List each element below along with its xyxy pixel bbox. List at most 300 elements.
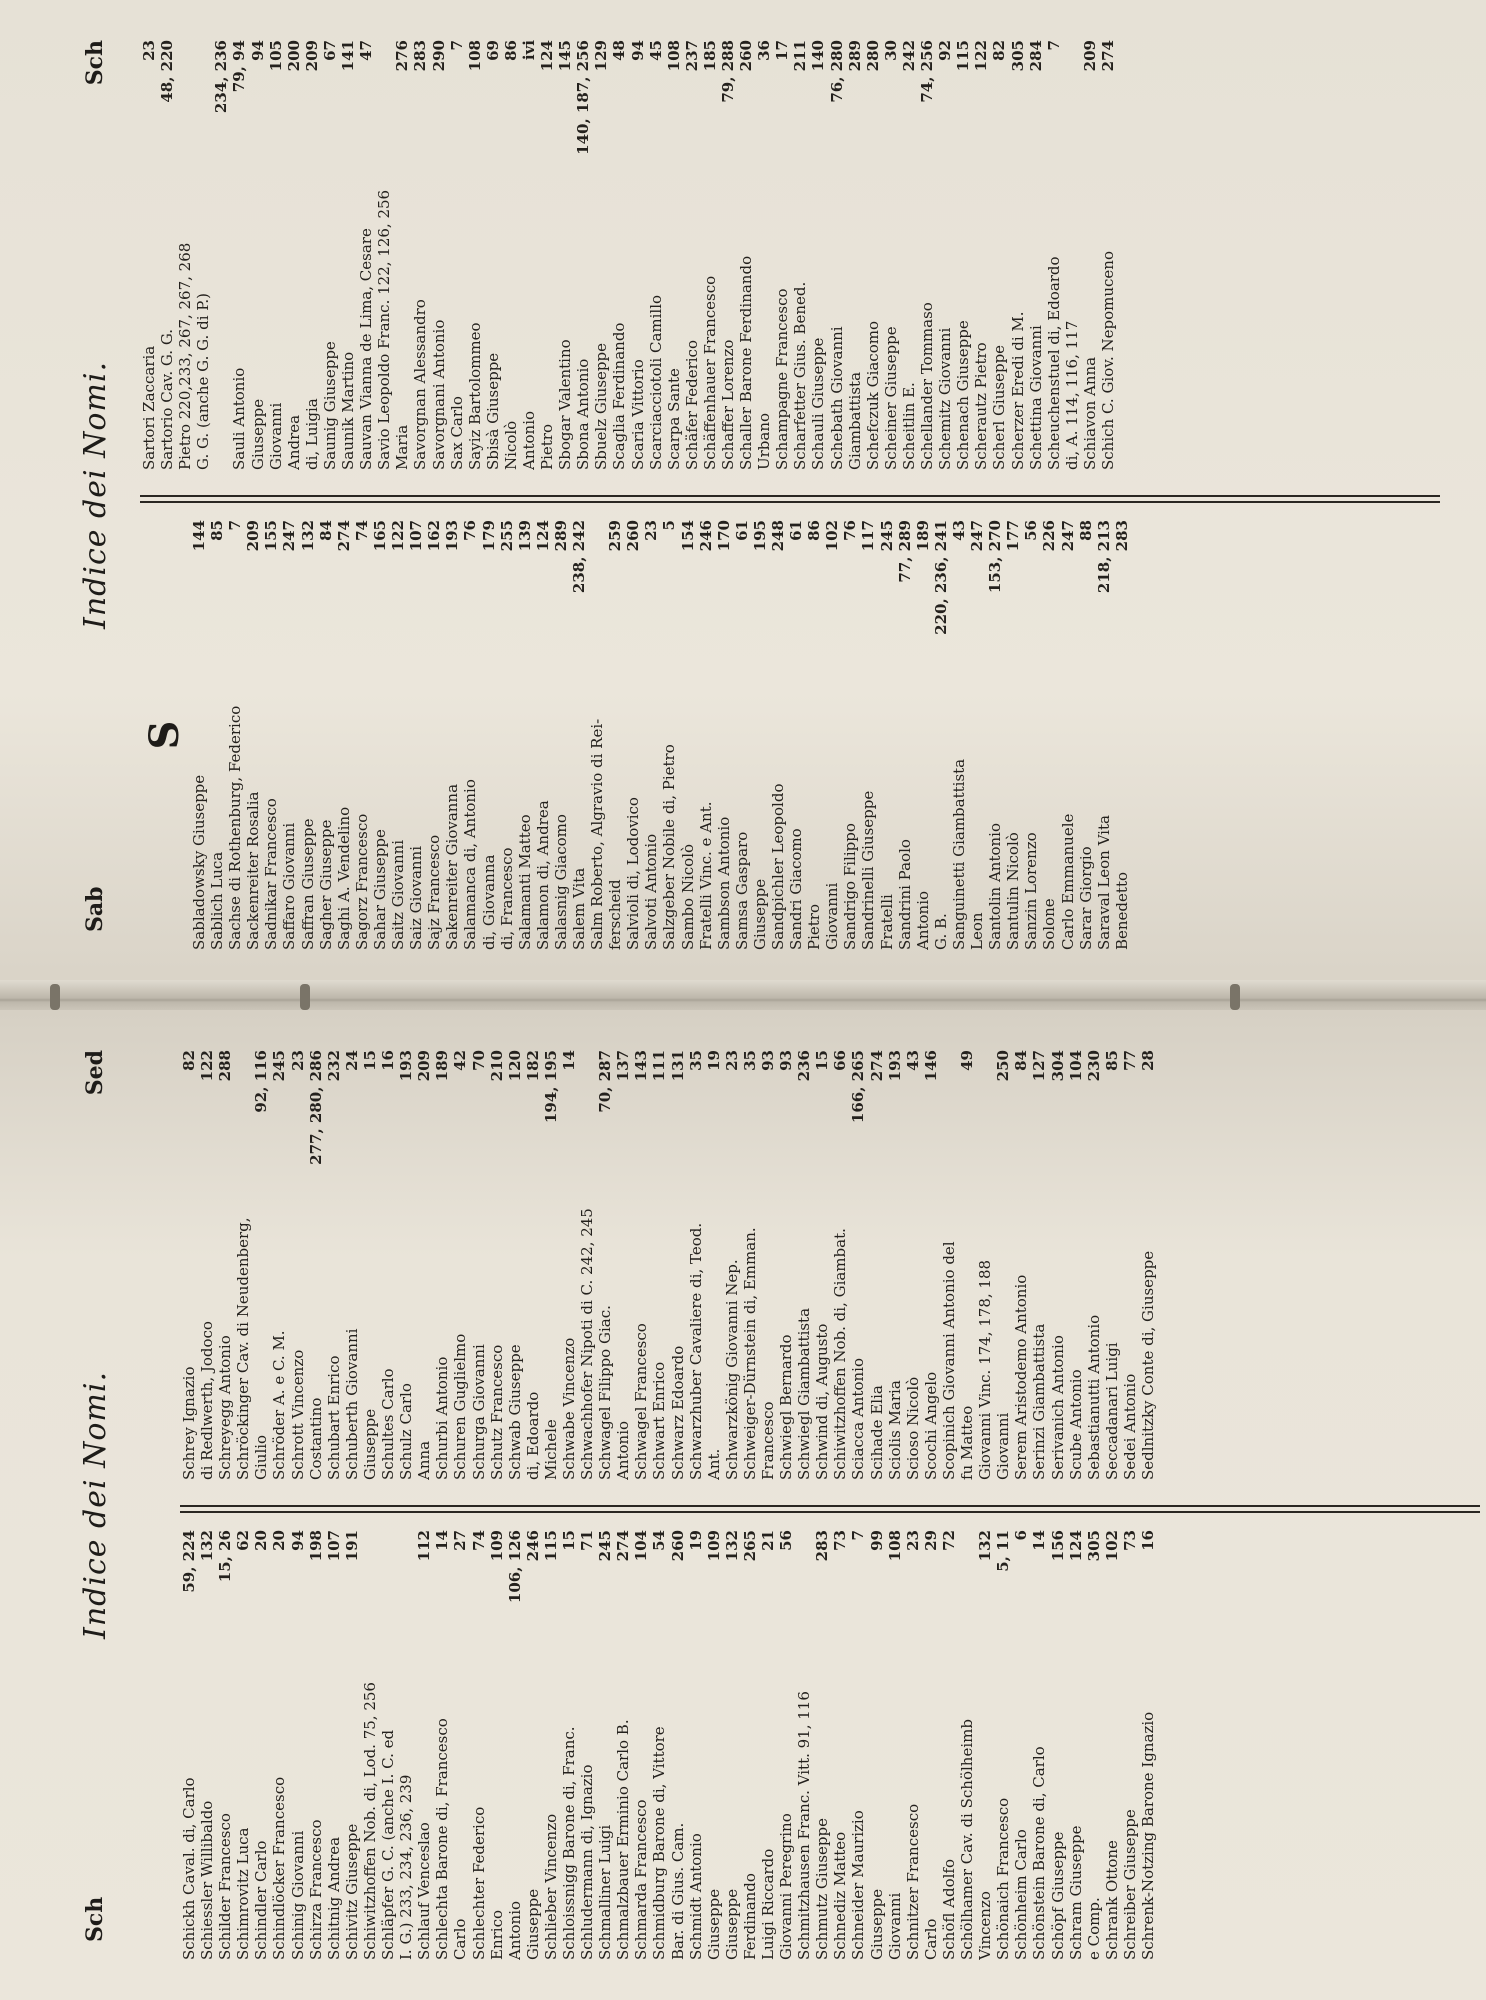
entry-pages: 35 bbox=[740, 1050, 759, 1071]
index-entry bbox=[878, 520, 896, 950]
index-entry bbox=[886, 1530, 904, 1960]
entry-name: Scherl Giuseppe bbox=[990, 344, 1009, 470]
entry-name: Salzgeber Nobile di, Pietro bbox=[660, 744, 679, 950]
index-entry bbox=[216, 1530, 234, 1960]
index-entry bbox=[335, 520, 353, 950]
index-entry bbox=[325, 1530, 343, 1960]
entry-pages: 237 bbox=[682, 40, 701, 72]
index-entry bbox=[379, 1530, 397, 1960]
entry-pages: 93 bbox=[777, 1050, 796, 1071]
entry-pages: 70 bbox=[469, 1050, 488, 1071]
entry-name: Sanguinetti Giambattista bbox=[949, 758, 968, 950]
entry-pages: 124 bbox=[533, 520, 552, 552]
entry-name: Sartori Zaccaria bbox=[140, 345, 158, 470]
index-entry bbox=[737, 40, 755, 470]
entry-name: Sbona Antonio bbox=[574, 358, 593, 470]
running-head-title: Indice dei Nomi. bbox=[78, 1370, 113, 1640]
entry-name: Scheitlin E. bbox=[899, 382, 918, 470]
entry-pages: 274 bbox=[1098, 40, 1117, 72]
entry-name: Giuseppe bbox=[704, 1888, 723, 1960]
entry-pages: 238, 242 bbox=[569, 520, 588, 594]
running-head-left: Sch bbox=[82, 1896, 108, 1942]
running-head-left: Sab bbox=[82, 886, 108, 932]
entry-pages: 260 bbox=[737, 40, 756, 72]
index-entry bbox=[361, 1530, 379, 1960]
entry-pages: 109 bbox=[487, 1530, 506, 1562]
index-entry bbox=[451, 1050, 469, 1480]
entry-pages: 23 bbox=[288, 1050, 307, 1071]
index-entry bbox=[578, 1050, 596, 1480]
entry-name: di Redlwerth, Jodoco bbox=[198, 1321, 217, 1480]
index-entry bbox=[882, 40, 900, 470]
index-entry bbox=[777, 1050, 795, 1480]
entry-pages: 16 bbox=[379, 1050, 398, 1071]
entry-name: Giuseppe bbox=[248, 398, 267, 470]
entry-pages: 84 bbox=[316, 520, 335, 541]
entry-name: Giuseppe bbox=[523, 1888, 542, 1960]
entry-pages: 209 bbox=[244, 520, 263, 552]
index-entry bbox=[990, 40, 1008, 470]
index-entry bbox=[994, 1530, 1012, 1960]
entry-pages: 59, 224 bbox=[180, 1530, 198, 1593]
index-entry bbox=[556, 40, 574, 470]
entry-name: Schwiegl Bernardo bbox=[777, 1334, 796, 1480]
index-entry bbox=[669, 1530, 687, 1960]
index-entry bbox=[687, 1530, 705, 1960]
entry-name: Schlechta Barone di, Francesco bbox=[433, 1718, 452, 1960]
entry-name: Schmarda Francesco bbox=[632, 1799, 651, 1960]
entry-name: Vincenzo bbox=[976, 1891, 995, 1960]
entry-pages: 23 bbox=[722, 1050, 741, 1071]
entry-pages: 140 bbox=[809, 40, 828, 72]
entry-name: Carlo bbox=[921, 1918, 940, 1960]
entry-name: Schulz Carlo bbox=[397, 1383, 416, 1480]
entry-name: Schäffenhauer Francesco bbox=[700, 275, 719, 470]
index-entry bbox=[198, 1530, 216, 1960]
index-entry bbox=[1085, 1530, 1103, 1960]
entry-pages: 132 bbox=[722, 1530, 741, 1562]
entry-name: Scochi Angelo bbox=[921, 1371, 940, 1480]
entry-pages: 127 bbox=[1030, 1050, 1049, 1082]
entry-name: Savio Leopoldo Franc. 122, 126, 256 bbox=[375, 189, 394, 470]
entry-name: Schampagne Francesco bbox=[773, 288, 792, 470]
entry-pages: 305 bbox=[1008, 40, 1027, 72]
entry-pages: 234, 236 bbox=[212, 40, 231, 114]
index-entry bbox=[831, 1530, 849, 1960]
entry-pages: 42 bbox=[451, 1050, 470, 1071]
index-entry bbox=[303, 40, 321, 470]
entry-name: Schwab Giuseppe bbox=[505, 1344, 524, 1480]
entry-pages: 189 bbox=[913, 520, 932, 552]
entry-name: Schlieber Vincenzo bbox=[541, 1813, 560, 1960]
index-entry bbox=[244, 520, 262, 950]
running-head-right: Sed bbox=[82, 1050, 108, 1096]
entry-name: Schnitzer Francesco bbox=[903, 1803, 922, 1960]
entry-pages: 15 bbox=[360, 1050, 379, 1071]
entry-pages: 226 bbox=[1040, 520, 1059, 552]
index-entry bbox=[660, 520, 678, 950]
index-entry bbox=[285, 40, 303, 470]
index-entry bbox=[249, 40, 267, 470]
index-entry bbox=[741, 1530, 759, 1960]
entry-pages: 88 bbox=[1076, 520, 1095, 541]
entry-name: Schwabe Vincenzo bbox=[559, 1337, 578, 1480]
index-entry bbox=[868, 1530, 886, 1960]
entry-name: Scarpa Sante bbox=[664, 368, 683, 470]
entry-name: Giuseppe bbox=[867, 1888, 886, 1960]
entry-name: Saunig Giuseppe bbox=[320, 341, 339, 470]
stitch-mark bbox=[50, 984, 60, 1010]
entry-name: Pietro bbox=[538, 424, 557, 470]
entry-pages: 30 bbox=[881, 40, 900, 61]
entry-pages: 92, 116 bbox=[252, 1050, 271, 1113]
entry-pages: 69 bbox=[483, 40, 502, 61]
entry-name: Enrico bbox=[487, 1909, 506, 1960]
entry-name: Schöpf Giuseppe bbox=[1048, 1831, 1067, 1960]
entry-pages: 194, 195 bbox=[541, 1050, 560, 1124]
index-entry bbox=[190, 520, 208, 950]
index-entry bbox=[596, 1050, 614, 1480]
entry-pages: 67 bbox=[320, 40, 339, 61]
entry-name: Sayiz Bartolommeo bbox=[465, 322, 484, 470]
index-entry bbox=[1022, 520, 1040, 950]
entry-name: Sedei Antonio bbox=[1120, 1373, 1139, 1480]
entry-pages: 94 bbox=[628, 40, 647, 61]
entry-pages: 170 bbox=[714, 520, 733, 552]
index-entry bbox=[813, 1050, 831, 1480]
entry-name: Maria bbox=[393, 424, 412, 470]
index-entry bbox=[940, 1050, 958, 1480]
entry-pages: 73 bbox=[831, 1530, 850, 1551]
index-entry bbox=[1085, 1050, 1103, 1480]
entry-pages: 193 bbox=[443, 520, 462, 552]
entry-name: Sanzin Lorenzo bbox=[1022, 832, 1041, 950]
top-right-column bbox=[140, 40, 1117, 470]
entry-name: Scihade Elia bbox=[867, 1385, 886, 1480]
entry-name: Savorgnani Antonio bbox=[429, 319, 448, 470]
entry-name: Schellander Tommaso bbox=[918, 302, 937, 470]
index-entry bbox=[976, 1530, 994, 1960]
index-entry bbox=[1063, 40, 1081, 470]
entry-pages: 260 bbox=[668, 1530, 687, 1562]
entry-pages: 283 bbox=[1112, 520, 1131, 552]
entry-name: Schwarzhuber Cavaliere di, Teod. bbox=[686, 1222, 705, 1480]
entry-pages: 137 bbox=[614, 1050, 633, 1082]
entry-name: Schilder Francesco bbox=[216, 1813, 235, 1960]
index-entry bbox=[1067, 1050, 1085, 1480]
entry-name: Giovanni bbox=[823, 882, 842, 950]
index-entry bbox=[461, 520, 479, 950]
index-entry bbox=[270, 1530, 288, 1960]
entry-name: Carlo bbox=[451, 1918, 470, 1960]
entry-pages: 15 bbox=[559, 1530, 578, 1551]
index-entry bbox=[361, 1050, 379, 1480]
entry-pages: 94 bbox=[248, 40, 267, 61]
entry-name: Schläpfer G. C. (anche I. C. ed bbox=[379, 1729, 398, 1960]
entry-pages: 156 bbox=[1048, 1530, 1067, 1562]
entry-pages: 132 bbox=[298, 520, 317, 552]
entry-pages: 17 bbox=[773, 40, 792, 61]
entry-name: Antonio bbox=[519, 410, 538, 470]
entry-pages: 143 bbox=[632, 1050, 651, 1082]
index-entry bbox=[592, 40, 610, 470]
index-entry bbox=[212, 40, 230, 470]
entry-name: Benedetto bbox=[1112, 871, 1131, 950]
index-entry bbox=[805, 520, 823, 950]
entry-pages: 49 bbox=[958, 1050, 977, 1071]
entry-name: Scharfetter Gius. Bened. bbox=[791, 281, 810, 470]
entry-name: Giambattista bbox=[845, 371, 864, 470]
entry-name: Ant. bbox=[704, 1448, 723, 1480]
entry-name: Salasnig Giacomo bbox=[551, 814, 570, 950]
entry-name: Schloissnigg Barone di, Franc. bbox=[559, 1726, 578, 1960]
index-entry bbox=[488, 1050, 506, 1480]
index-entry bbox=[389, 520, 407, 950]
entry-pages: 162 bbox=[425, 520, 444, 552]
entry-pages: ivi bbox=[519, 40, 538, 61]
index-entry bbox=[506, 1530, 524, 1960]
index-entry bbox=[194, 40, 212, 470]
entry-pages: 82 bbox=[990, 40, 1009, 61]
index-entry bbox=[610, 40, 628, 470]
index-entry bbox=[234, 1530, 252, 1960]
entry-name: Sakenreiter Giovanna bbox=[443, 783, 462, 950]
entry-name: Schmitzhausen Franc. Vitt. 91, 116 bbox=[795, 1691, 814, 1960]
entry-name: Saiz Giovanni bbox=[407, 845, 426, 950]
index-entry bbox=[552, 520, 570, 950]
index-entry bbox=[614, 1050, 632, 1480]
entry-name: Sartorio Cav. G. G. bbox=[158, 328, 177, 470]
entry-name: Schwind di, Augusto bbox=[813, 1323, 832, 1480]
entry-pages: 104 bbox=[632, 1530, 651, 1562]
entry-name: Schölhamer Cav. di Schölheimb bbox=[958, 1719, 977, 1960]
entry-name: Schich C. Giov. Nepomuceno bbox=[1098, 251, 1117, 470]
index-entry bbox=[1095, 520, 1113, 950]
entry-name: Saghi A. Vendelino bbox=[334, 806, 353, 950]
index-entry bbox=[433, 1530, 451, 1960]
entry-pages: 77, 289 bbox=[895, 520, 914, 583]
top-page-header bbox=[60, 0, 130, 990]
entry-name: fu Matteo bbox=[958, 1405, 977, 1480]
entry-name: Schmidt Antonio bbox=[686, 1833, 705, 1960]
index-entry bbox=[542, 1530, 560, 1960]
entry-pages: 140, 187, 256 bbox=[574, 40, 593, 155]
entry-name: Schebath Giovanni bbox=[827, 326, 846, 470]
entry-name: Sauli Antonio bbox=[230, 367, 249, 470]
index-entry bbox=[950, 520, 968, 950]
entry-pages: 74 bbox=[469, 1530, 488, 1551]
entry-pages: 82 bbox=[180, 1050, 198, 1071]
index-entry bbox=[705, 1530, 723, 1960]
index-entry bbox=[759, 1530, 777, 1960]
entry-pages: 179 bbox=[479, 520, 498, 552]
entry-name: Antonio bbox=[614, 1420, 633, 1480]
entry-pages: 111 bbox=[650, 1050, 669, 1082]
entry-name: Sambson Antonio bbox=[714, 816, 733, 950]
entry-name: Sambo Nicolò bbox=[678, 843, 697, 950]
entry-name: Schivitz Giuseppe bbox=[342, 1823, 361, 1960]
entry-name: Santulin Nicolò bbox=[1004, 832, 1023, 950]
entry-name: Schickh Caval. di, Carlo bbox=[180, 1777, 198, 1960]
entry-name: Schefczuk Giacomo bbox=[863, 321, 882, 470]
index-entry bbox=[624, 520, 642, 950]
index-entry bbox=[697, 520, 715, 950]
entry-pages: 5, 11 bbox=[994, 1530, 1013, 1572]
entry-name: Salvoti Antonio bbox=[642, 833, 661, 950]
index-entry bbox=[443, 520, 461, 950]
entry-pages: 62 bbox=[234, 1530, 253, 1551]
entry-pages: 27 bbox=[451, 1530, 470, 1551]
column-divider bbox=[180, 1505, 1480, 1513]
entry-name: Antonio bbox=[505, 1900, 524, 1960]
index-entry bbox=[683, 40, 701, 470]
index-entry bbox=[932, 520, 950, 950]
index-entry bbox=[632, 1530, 650, 1960]
index-entry bbox=[1121, 1050, 1139, 1480]
entry-pages: 24 bbox=[342, 1050, 361, 1071]
entry-name: Schindler Carlo bbox=[252, 1840, 271, 1960]
entry-pages: 166, 265 bbox=[849, 1050, 868, 1124]
index-entry bbox=[791, 40, 809, 470]
entry-name: Schmalliner Luigi bbox=[596, 1824, 615, 1960]
entry-name: Schrey Ignazio bbox=[180, 1366, 198, 1480]
index-entry bbox=[922, 1530, 940, 1960]
index-entry bbox=[448, 40, 466, 470]
entry-name: Saunik Martino bbox=[339, 351, 358, 470]
entry-pages: 304 bbox=[1048, 1050, 1067, 1082]
entry-name: Schönaich Francesco bbox=[994, 1797, 1013, 1960]
index-entry bbox=[1081, 40, 1099, 470]
entry-name: Sciolis Maria bbox=[885, 1380, 904, 1480]
index-entry bbox=[914, 520, 932, 950]
entry-pages: 79, 288 bbox=[719, 40, 737, 103]
entry-name: I. G.) 233, 234, 236, 239 bbox=[397, 1774, 416, 1960]
entry-name: Schrenk-Notzing Barone Ignazio bbox=[1138, 1711, 1157, 1960]
index-entry bbox=[741, 1050, 759, 1480]
entry-name: Sabladowsky Giuseppe bbox=[190, 774, 208, 950]
entry-name: Sebastianutti Antonio bbox=[1084, 1314, 1103, 1480]
index-entry bbox=[1113, 520, 1131, 950]
entry-pages: 16 bbox=[1138, 1530, 1157, 1551]
index-entry bbox=[841, 520, 859, 950]
entry-name: Nicolò bbox=[501, 420, 520, 470]
entry-pages: 129 bbox=[592, 40, 611, 72]
index-entry bbox=[1012, 1050, 1030, 1480]
entry-pages: 112 bbox=[415, 1530, 434, 1562]
index-entry bbox=[542, 1050, 560, 1480]
index-entry bbox=[488, 1530, 506, 1960]
entry-name: Salamon di, Andrea bbox=[533, 800, 552, 950]
entry-pages: 210 bbox=[487, 1050, 506, 1082]
index-entry bbox=[1139, 1050, 1157, 1480]
entry-pages: 19 bbox=[686, 1530, 705, 1551]
index-entry bbox=[849, 1050, 867, 1480]
entry-pages: 211 bbox=[791, 40, 810, 72]
index-entry bbox=[180, 1530, 198, 1960]
index-entry bbox=[397, 1530, 415, 1960]
entry-pages: 284 bbox=[1026, 40, 1045, 72]
entry-pages: 132 bbox=[976, 1530, 995, 1562]
entry-name: Schlechter Federico bbox=[469, 1806, 488, 1960]
entry-name: di, Francesco bbox=[497, 847, 516, 950]
entry-name: Saitz Giovanni bbox=[389, 839, 408, 950]
bottom-page bbox=[0, 1010, 1486, 2000]
entry-name: Serivanich Antonio bbox=[1048, 1335, 1067, 1480]
entry-name: Schettina Giovanni bbox=[1026, 325, 1045, 470]
entry-name: Sagher Giuseppe bbox=[316, 819, 335, 950]
entry-name: Giuseppe bbox=[722, 1888, 741, 1960]
index-entry bbox=[574, 40, 592, 470]
entry-name: Giovanni bbox=[885, 1892, 904, 1960]
entry-name: Sbogar Valentino bbox=[556, 339, 575, 470]
entry-name: di, A. 114, 116, 117 bbox=[1062, 320, 1081, 470]
index-entry bbox=[1077, 520, 1095, 950]
index-entry bbox=[307, 1050, 325, 1480]
index-entry bbox=[375, 40, 393, 470]
index-entry bbox=[723, 1050, 741, 1480]
entry-name: Sauvan Vianna de Lima, Cesare bbox=[357, 228, 376, 470]
entry-pages: 21 bbox=[759, 1530, 777, 1551]
entry-pages: 189 bbox=[433, 1050, 452, 1082]
entry-pages: 56 bbox=[777, 1530, 796, 1551]
entry-name: Schwarz Edoardo bbox=[668, 1345, 687, 1480]
entry-name: Samsa Gasparo bbox=[732, 831, 751, 950]
entry-name: Michele bbox=[541, 1419, 560, 1480]
entry-name: Schurga Giovanni bbox=[469, 1344, 488, 1480]
index-entry bbox=[922, 1050, 940, 1480]
index-entry bbox=[614, 1530, 632, 1960]
index-entry bbox=[430, 40, 448, 470]
entry-pages: 35 bbox=[686, 1050, 705, 1071]
bottom-page-header bbox=[60, 1010, 130, 2000]
entry-pages: 48, 220 bbox=[158, 40, 177, 103]
entry-name: Serinzi Giambattista bbox=[1030, 1323, 1049, 1480]
entry-pages: 73 bbox=[1120, 1530, 1139, 1551]
entry-pages: 120 bbox=[505, 1050, 524, 1082]
index-entry bbox=[859, 520, 877, 950]
entry-name: Schöfl Adolfo bbox=[939, 1859, 958, 1960]
entry-pages: 155 bbox=[262, 520, 281, 552]
entry-name: Francesco bbox=[759, 1401, 777, 1480]
entry-name: Giuseppe bbox=[360, 1408, 379, 1480]
entry-name: Pietro 220,233, 267, 267, 268 bbox=[176, 242, 195, 470]
entry-pages: 107 bbox=[407, 520, 426, 552]
entry-pages: 45 bbox=[646, 40, 665, 61]
entry-pages: 245 bbox=[596, 1530, 615, 1562]
index-entry bbox=[466, 40, 484, 470]
entry-name: Santolin Antonio bbox=[986, 822, 1005, 950]
index-entry bbox=[795, 1050, 813, 1480]
index-entry bbox=[958, 1530, 976, 1960]
index-entry bbox=[270, 1050, 288, 1480]
entry-pages: 76 bbox=[841, 520, 860, 541]
index-entry bbox=[140, 40, 158, 470]
index-entry bbox=[230, 40, 248, 470]
entry-name: Luigi Riccardo bbox=[759, 1848, 777, 1960]
entry-pages: 56 bbox=[1022, 520, 1041, 541]
index-entry bbox=[524, 1530, 542, 1960]
index-entry bbox=[1045, 40, 1063, 470]
index-entry bbox=[751, 520, 769, 950]
index-entry bbox=[629, 40, 647, 470]
entry-name: Schäfer Federico bbox=[682, 340, 701, 470]
index-entry bbox=[669, 1050, 687, 1480]
entry-name: Sagorz Francesco bbox=[352, 813, 371, 950]
entry-pages: 195 bbox=[750, 520, 769, 552]
index-entry bbox=[299, 520, 317, 950]
index-entry bbox=[371, 520, 389, 950]
entry-pages: 76 bbox=[461, 520, 480, 541]
